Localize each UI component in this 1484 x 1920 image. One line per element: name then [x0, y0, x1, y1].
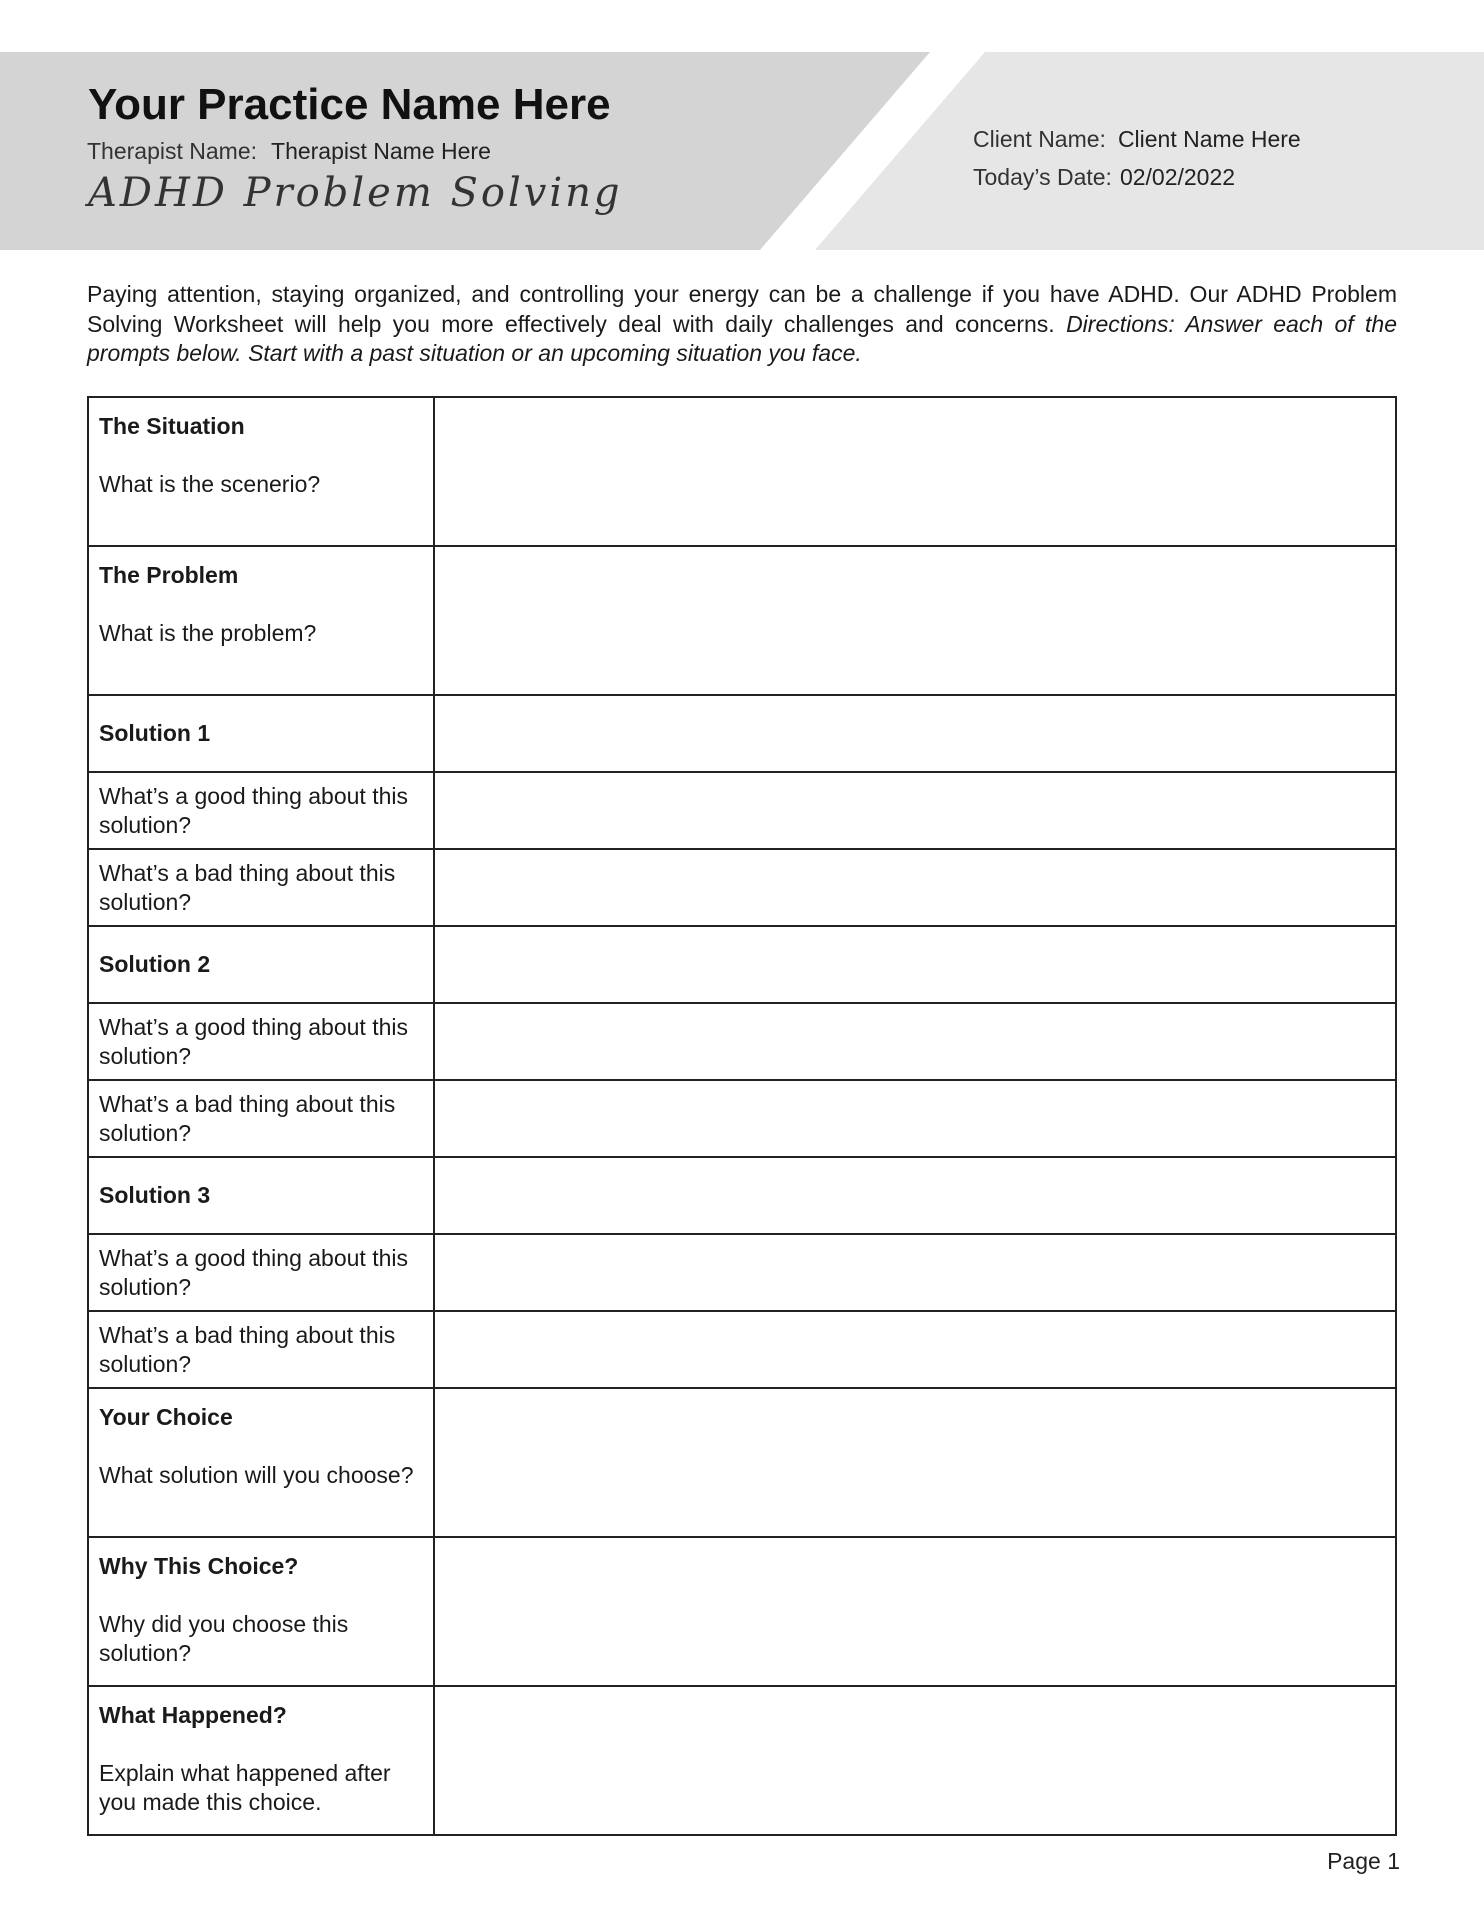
- intro-directions: Directions: Answer each of the prompts below. Start with a past situation or an upcoming situation you face.: [87, 310, 1397, 366]
- therapist-name-label: Therapist Name:: [87, 138, 258, 164]
- row-prompt: Why did you choose this solution?: [99, 1611, 349, 1666]
- row-title: Solution 1: [99, 720, 211, 746]
- answer-field[interactable]: [434, 1234, 1396, 1311]
- worksheet-table: [87, 396, 1397, 1836]
- answer-field[interactable]: [434, 1537, 1396, 1686]
- row-prompt: What’s a bad thing about this solution?: [99, 1321, 396, 1377]
- row-problem: [88, 546, 1396, 695]
- row-prompt: What’s a bad thing about this solution?: [99, 1090, 396, 1146]
- label-cell: [88, 1003, 434, 1080]
- row-solution-3: [88, 1157, 1396, 1234]
- answer-field[interactable]: [434, 1003, 1396, 1080]
- answer-field[interactable]: [434, 1388, 1396, 1537]
- row-solution-2-good: [88, 1003, 1396, 1080]
- client-info: [973, 126, 1301, 202]
- row-prompt: What solution will you choose?: [99, 1462, 414, 1488]
- label-cell: [88, 695, 434, 772]
- row-prompt: What’s a good thing about this solution?: [99, 1013, 409, 1069]
- row-solution-1: [88, 695, 1396, 772]
- row-situation: [88, 397, 1396, 546]
- row-prompt: Explain what happened after you made this choice.: [99, 1760, 391, 1815]
- row-what-happened: [88, 1686, 1396, 1835]
- row-solution-2: [88, 926, 1396, 1003]
- page-number: Page 1: [1327, 1848, 1400, 1874]
- row-prompt: What’s a bad thing about this solution?: [99, 859, 396, 915]
- row-solution-3-good: [88, 1234, 1396, 1311]
- label-cell: [88, 772, 434, 849]
- row-title: Solution 3: [99, 1182, 211, 1208]
- row-title: The Situation: [99, 413, 245, 439]
- row-your-choice: [88, 1388, 1396, 1537]
- row-title: Why This Choice?: [99, 1553, 299, 1579]
- label-cell: [88, 546, 434, 695]
- row-prompt: What’s a good thing about this solution?: [99, 1244, 409, 1300]
- label-cell: [88, 397, 434, 546]
- row-prompt: What is the scenerio?: [99, 471, 321, 497]
- row-why-choice: [88, 1537, 1396, 1686]
- label-cell: [88, 1686, 434, 1835]
- label-cell: [88, 1537, 434, 1686]
- label-cell: [88, 1157, 434, 1234]
- date-label: Today’s Date:: [973, 164, 1112, 190]
- answer-field[interactable]: [434, 772, 1396, 849]
- row-title: Your Choice: [99, 1404, 233, 1430]
- answer-field[interactable]: [434, 695, 1396, 772]
- answer-field[interactable]: [434, 1311, 1396, 1388]
- practice-name: Your Practice Name Here: [88, 80, 611, 129]
- answer-field[interactable]: [434, 1157, 1396, 1234]
- row-title: The Problem: [99, 562, 239, 588]
- row-solution-1-bad: [88, 849, 1396, 926]
- answer-field[interactable]: [434, 849, 1396, 926]
- row-prompt: What is the problem?: [99, 620, 317, 646]
- row-solution-3-bad: [88, 1311, 1396, 1388]
- answer-field[interactable]: [434, 926, 1396, 1003]
- row-title: What Happened?: [99, 1702, 287, 1728]
- date-value: 02/02/2022: [1119, 164, 1236, 190]
- row-solution-1-good: [88, 772, 1396, 849]
- label-cell: [88, 926, 434, 1003]
- answer-field[interactable]: [434, 1080, 1396, 1157]
- date-row: [973, 164, 1301, 202]
- worksheet-title: ADHD Problem Solving: [88, 170, 623, 216]
- client-name-value: Client Name Here: [1117, 126, 1301, 152]
- label-cell: [88, 1234, 434, 1311]
- label-cell: [88, 1388, 434, 1537]
- client-name-label: Client Name:: [973, 126, 1106, 152]
- row-prompt: What’s a good thing about this solution?: [99, 782, 409, 838]
- label-cell: [88, 849, 434, 926]
- row-title: Solution 2: [99, 951, 211, 977]
- intro-paragraph: [87, 280, 1397, 369]
- client-name-row: [973, 126, 1301, 164]
- answer-field[interactable]: [434, 397, 1396, 546]
- row-solution-2-bad: [88, 1080, 1396, 1157]
- label-cell: [88, 1311, 434, 1388]
- label-cell: [88, 1080, 434, 1157]
- intro-text: Paying attention, staying organized, and controlling your energy can be a challenge if you have ADHD. Our ADHD Problem Solving Worksheet will help you more effectively deal with daily challenges and concerns.: [87, 281, 1397, 337]
- answer-field[interactable]: [434, 546, 1396, 695]
- therapist-name-row: [87, 138, 491, 165]
- therapist-name-value: Therapist Name Here: [271, 138, 491, 164]
- answer-field[interactable]: [434, 1686, 1396, 1835]
